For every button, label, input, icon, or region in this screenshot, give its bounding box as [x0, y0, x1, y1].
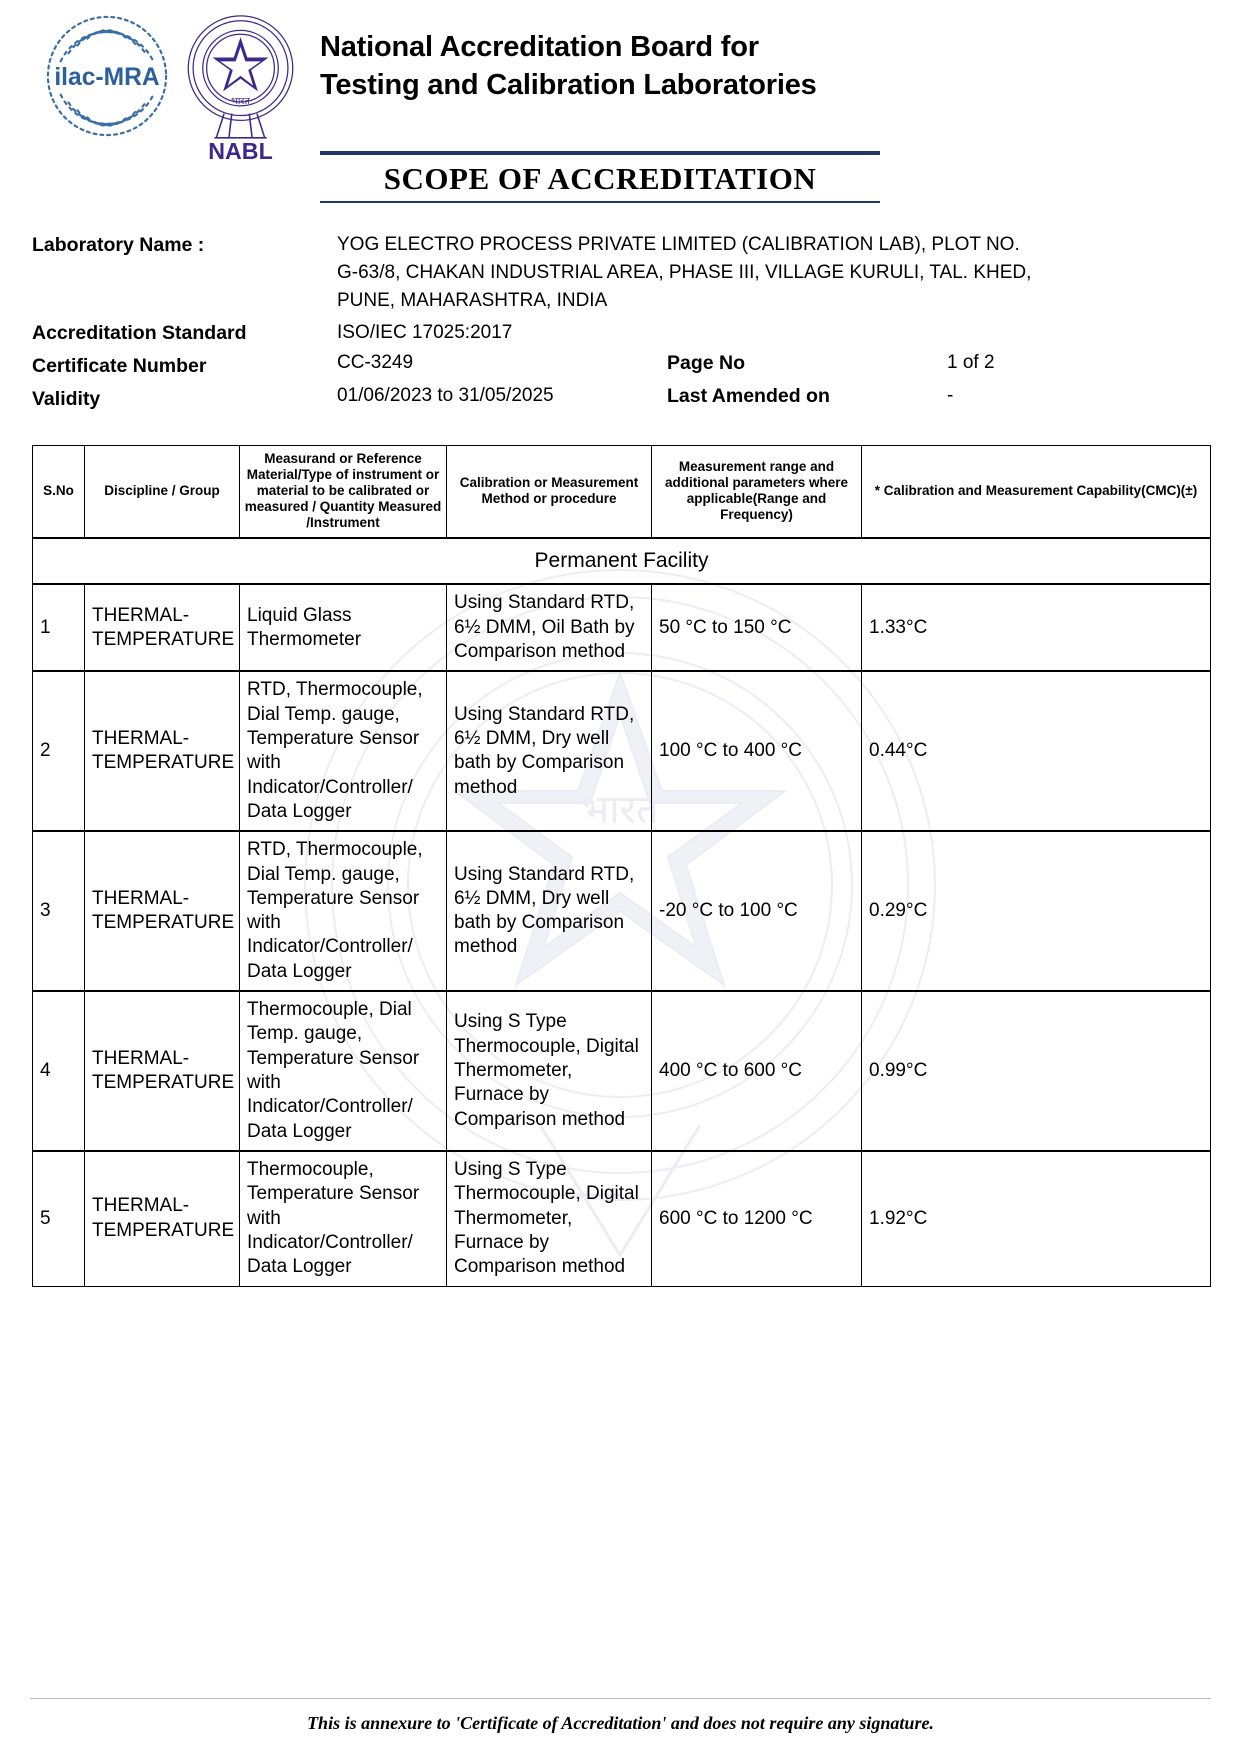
- cell-sno: 5: [33, 1151, 85, 1286]
- cell-discipline: THERMAL-TEMPERATURE: [85, 1151, 240, 1286]
- cell-cmc: 0.99°C: [862, 991, 1211, 1151]
- nabl-logo-icon: [185, 12, 297, 162]
- cell-measurand: Liquid Glass Thermometer: [240, 584, 447, 671]
- title-block: [310, 12, 1241, 203]
- facility-banner-row: [33, 538, 1211, 585]
- cell-range: 600 °C to 1200 °C: [652, 1151, 862, 1286]
- cell-sno: 2: [33, 671, 85, 831]
- cell-discipline: THERMAL-TEMPERATURE: [85, 584, 240, 671]
- scope-title: SCOPE OF ACCREDITATION: [383, 160, 817, 196]
- cell-range: -20 °C to 100 °C: [652, 831, 862, 991]
- scope-title-block: [320, 151, 880, 203]
- certificate-number-label: Certificate Number: [32, 355, 207, 378]
- scope-rule-bottom: [320, 201, 880, 203]
- cell-range: 400 °C to 600 °C: [652, 991, 862, 1151]
- lab-address-line1: YOG ELECTRO PROCESS PRIVATE LIMITED (CALIBRATION LAB), PLOT NO.: [337, 233, 1020, 255]
- laboratory-name-label: Laboratory Name :: [32, 233, 205, 256]
- footer-note: This is annexure to 'Certificate of Accreditation' and does not require any signature.: [307, 1713, 934, 1733]
- validity-value: 01/06/2023 to 31/05/2025: [337, 385, 554, 407]
- scope-table: [32, 445, 1211, 1287]
- cell-method: Using Standard RTD, 6½ DMM, Dry well bath by Comparison method: [447, 671, 652, 831]
- nabl-bharat-text: भारत: [231, 95, 250, 107]
- cell-measurand: RTD, Thermocouple, Dial Temp. gauge, Temperature Sensor with Indicator/Controller/ Data Logger: [240, 831, 447, 991]
- cell-cmc: 1.92°C: [862, 1151, 1211, 1286]
- cell-range: 100 °C to 400 °C: [652, 671, 862, 831]
- cell-method: Using S Type Thermocouple, Digital Thermometer, Furnace by Comparison method: [447, 991, 652, 1151]
- document-header: [0, 0, 1241, 203]
- svg-text:भारत: भारत: [581, 787, 659, 832]
- cell-method: Using Standard RTD, 6½ DMM, Dry well bath by Comparison method: [447, 831, 652, 991]
- meta-row-validity: [32, 385, 1211, 414]
- page-no-label: Page No: [667, 352, 746, 375]
- table-header-row: [33, 445, 1211, 537]
- cell-measurand: Thermocouple, Temperature Sensor with Indicator/Controller/ Data Logger: [240, 1151, 447, 1286]
- cell-method: Using Standard RTD, 6½ DMM, Oil Bath by Comparison method: [447, 584, 652, 671]
- cell-range: 50 °C to 150 °C: [652, 584, 862, 671]
- col-header-cmc: * Calibration and Measurement Capability(CMC)(±): [862, 445, 1211, 537]
- logo-group: [0, 12, 310, 162]
- scope-table-body: [33, 538, 1211, 1287]
- validity-label: Validity: [32, 388, 101, 411]
- cell-discipline: THERMAL-TEMPERATURE: [85, 671, 240, 831]
- laboratory-name-value: [337, 231, 1211, 315]
- certificate-meta: [0, 231, 1241, 415]
- last-amended-value: -: [947, 385, 954, 407]
- last-amended-label: Last Amended on: [667, 385, 830, 408]
- table-row: [33, 1151, 1211, 1286]
- cell-sno: 4: [33, 991, 85, 1151]
- col-header-range: Measurement range and additional parameters where applicable(Range and Frequency): [652, 445, 862, 537]
- certificate-number-value: CC-3249: [337, 352, 414, 374]
- col-header-sno: S.No: [33, 445, 85, 537]
- page-no-value: 1 of 2: [947, 352, 995, 374]
- facility-label: Permanent Facility: [33, 538, 1211, 585]
- accreditation-standard-value: ISO/IEC 17025:2017: [337, 321, 513, 343]
- meta-row-accreditation-standard: [32, 319, 1211, 348]
- accreditation-standard-label: Accreditation Standard: [32, 321, 247, 344]
- col-header-discipline: Discipline / Group: [85, 445, 240, 537]
- cell-cmc: 0.29°C: [862, 831, 1211, 991]
- scope-table-head: [33, 445, 1211, 537]
- document-footer: [0, 1698, 1241, 1754]
- table-row: [33, 671, 1211, 831]
- meta-row-certificate-number: [32, 352, 1211, 381]
- table-row: [33, 584, 1211, 671]
- cell-discipline: THERMAL-TEMPERATURE: [85, 991, 240, 1151]
- cell-discipline: THERMAL-TEMPERATURE: [85, 831, 240, 991]
- table-row: [33, 991, 1211, 1151]
- cell-sno: 1: [33, 584, 85, 671]
- cell-method: Using S Type Thermocouple, Digital Thermometer, Furnace by Comparison method: [447, 1151, 652, 1286]
- org-title-line2: Testing and Calibration Laboratories: [320, 69, 817, 102]
- svg-text:ilac-MRA: ilac-MRA: [54, 63, 160, 91]
- ilac-mra-logo-icon: [43, 12, 171, 140]
- nabl-wordmark: NABL: [208, 138, 273, 162]
- meta-row-laboratory-name: [32, 231, 1211, 315]
- org-title-line1: National Accreditation Board for: [320, 31, 759, 63]
- cell-measurand: RTD, Thermocouple, Dial Temp. gauge, Temperature Sensor with Indicator/Controller/ Data Logger: [240, 671, 447, 831]
- organization-title: [320, 28, 1241, 105]
- cell-cmc: 0.44°C: [862, 671, 1211, 831]
- col-header-method: Calibration or Measurement Method or procedure: [447, 445, 652, 537]
- lab-address-line3: PUNE, MAHARASHTRA, INDIA: [337, 289, 608, 311]
- cell-sno: 3: [33, 831, 85, 991]
- cell-cmc: 1.33°C: [862, 584, 1211, 671]
- col-header-measurand: Measurand or Reference Material/Type of instrument or material to be calibrated or measured / Quantity Measured /Instrument: [240, 445, 447, 537]
- table-row: [33, 831, 1211, 991]
- scope-table-wrapper: [32, 445, 1211, 1287]
- lab-address-line2: G-63/8, CHAKAN INDUSTRIAL AREA, PHASE III, VILLAGE KURULI, TAL. KHED,: [337, 261, 1032, 283]
- cell-measurand: Thermocouple, Dial Temp. gauge, Temperature Sensor with Indicator/Controller/ Data Logger: [240, 991, 447, 1151]
